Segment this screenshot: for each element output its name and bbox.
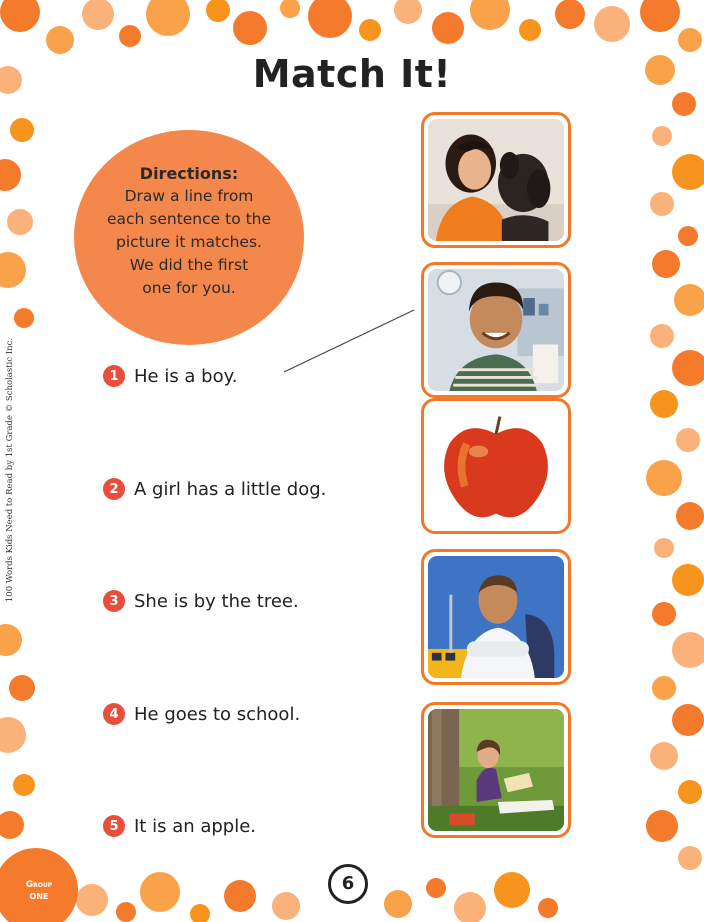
directions-line: one for you. bbox=[142, 279, 236, 297]
directions-bubble bbox=[74, 130, 304, 345]
girl-with-dog-photo bbox=[428, 119, 564, 241]
sentence-text: She is by the tree. bbox=[134, 590, 299, 612]
group-badge-line2: ONE bbox=[29, 892, 49, 901]
directions-heading: Directions: bbox=[139, 164, 239, 183]
directions-line: each sentence to the bbox=[106, 210, 272, 228]
sentence-number-badge: 2 bbox=[103, 478, 125, 500]
girl-reading-by-tree-photo bbox=[428, 709, 564, 831]
red-apple-photo bbox=[428, 405, 564, 527]
page-number: 6 bbox=[328, 864, 368, 904]
credit-text: 100 Words Kids Need to Read by 1st Grade © Scholastic Inc. bbox=[5, 337, 15, 603]
sentence-4[interactable] bbox=[103, 700, 300, 728]
sentence-text: He is a boy. bbox=[134, 365, 238, 387]
sentence-3[interactable] bbox=[103, 587, 299, 615]
sentence-text: He goes to school. bbox=[134, 703, 301, 725]
sentence-1[interactable] bbox=[103, 362, 237, 390]
picture-girl-with-dog[interactable] bbox=[421, 112, 571, 248]
picture-smiling-boy[interactable] bbox=[421, 262, 571, 398]
smiling-boy-photo bbox=[428, 269, 564, 391]
sentence-text: It is an apple. bbox=[134, 815, 257, 837]
boy-with-backpack-school-bus-photo bbox=[428, 556, 564, 678]
directions-line: We did the first bbox=[129, 256, 249, 274]
blank-corner bbox=[563, 880, 687, 922]
sentence-number-badge: 5 bbox=[103, 815, 125, 837]
picture-boy-with-backpack[interactable] bbox=[421, 549, 571, 685]
sentence-2[interactable] bbox=[103, 475, 326, 503]
sentence-number-badge: 3 bbox=[103, 590, 125, 612]
directions-line: Draw a line from bbox=[124, 187, 254, 205]
group-badge-line1: Group bbox=[25, 880, 53, 890]
sentence-5[interactable] bbox=[103, 812, 256, 840]
sentence-number-badge: 4 bbox=[103, 703, 125, 725]
sentence-number-badge: 1 bbox=[103, 365, 125, 387]
picture-red-apple[interactable] bbox=[421, 398, 571, 534]
directions-line: picture it matches. bbox=[116, 233, 262, 251]
copyright-credit bbox=[1, 330, 19, 610]
page-title: Match It! bbox=[252, 52, 452, 96]
sentence-text: A girl has a little dog. bbox=[134, 478, 327, 500]
picture-girl-reading-by-tree[interactable] bbox=[421, 702, 571, 838]
